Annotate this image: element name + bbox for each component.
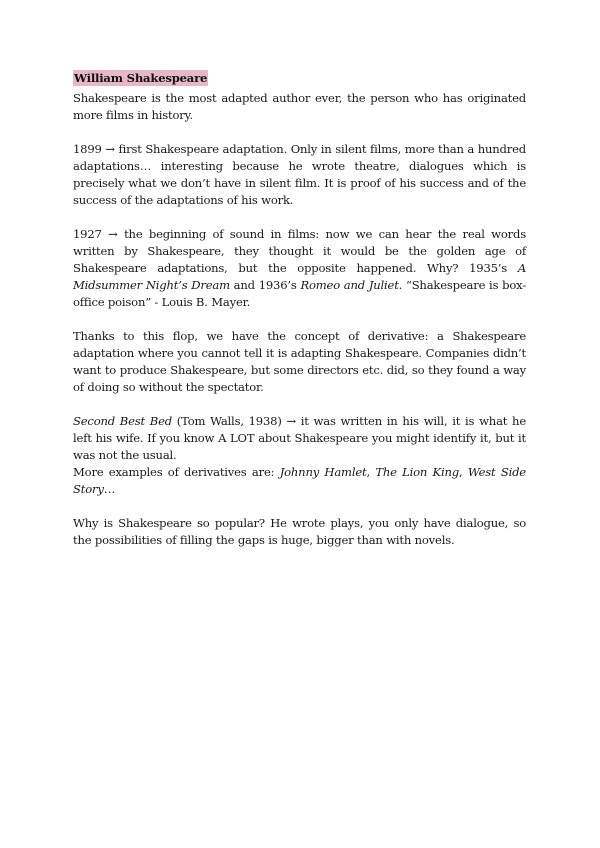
document-body bbox=[73, 70, 526, 566]
examples-lead-text: More examples of derivatives are: bbox=[73, 465, 280, 479]
examples-ellipsis: … bbox=[103, 482, 116, 496]
document-title: William Shakespeare bbox=[74, 71, 208, 85]
film-title-west-side-story: West Side Story bbox=[73, 465, 526, 496]
paragraph-1927-text-a: 1927 → the beginning of sound in films: now we can hear the real words written by Shakespeare, they thought it would be the golden age of Shakespeare adaptations, but the opposite happened. Why? 1935’s bbox=[73, 227, 526, 275]
paragraph-derivative: Thanks to this flop, we have the concept of derivative: a Shakespeare adaptation where you cannot tell it is adapting Shakespeare. Companies didn’t want to produce Shakespeare, but some directors etc. did, so they found a way of doing so without the spectator. bbox=[73, 329, 526, 394]
film-title-second-best-bed: Second Best Bed bbox=[73, 414, 172, 428]
paragraph-intro: Shakespeare is the most adapted author ever, the person who has originated more films in history. bbox=[73, 91, 526, 122]
film-title-lion-king: The Lion King bbox=[375, 465, 459, 479]
film-title-romeo-juliet: Romeo and Juliet bbox=[300, 278, 399, 292]
paragraph-1899: 1899 → first Shakespeare adaptation. Only in silent films, more than a hundred adaptations… interesting because he wrote theatre, dialogues which is precisely what we don’t have in silent film. It is proof of his success and of the success of the adaptations of his work. bbox=[73, 142, 526, 207]
paragraph-popularity: Why is Shakespeare so popular? He wrote plays, you only have dialogue, so the possibilities of filling the gaps is huge, bigger than with novels. bbox=[73, 516, 526, 547]
examples-separator-1: , bbox=[366, 465, 376, 479]
paragraph-second-best-bed bbox=[73, 413, 526, 464]
film-title-midsummer: A Midsummer Night’s Dream bbox=[73, 261, 526, 292]
examples-separator-2: , bbox=[459, 465, 468, 479]
paragraph-examples bbox=[73, 464, 526, 498]
paragraph-second-best-bed-text: (Tom Walls, 1938) → it was written in his will, it is what he left his wife. If you know A LOT about Shakespeare you might identify it, but it was not the usual. bbox=[73, 414, 526, 462]
paragraph-1927 bbox=[73, 226, 526, 311]
paragraph-1927-text-c: . “Shakespeare is box-office poison” - Louis B. Mayer. bbox=[73, 278, 526, 309]
film-title-johnny-hamlet: Johnny Hamlet bbox=[279, 465, 367, 479]
paragraph-1927-text-b: and 1936’s bbox=[229, 278, 301, 292]
